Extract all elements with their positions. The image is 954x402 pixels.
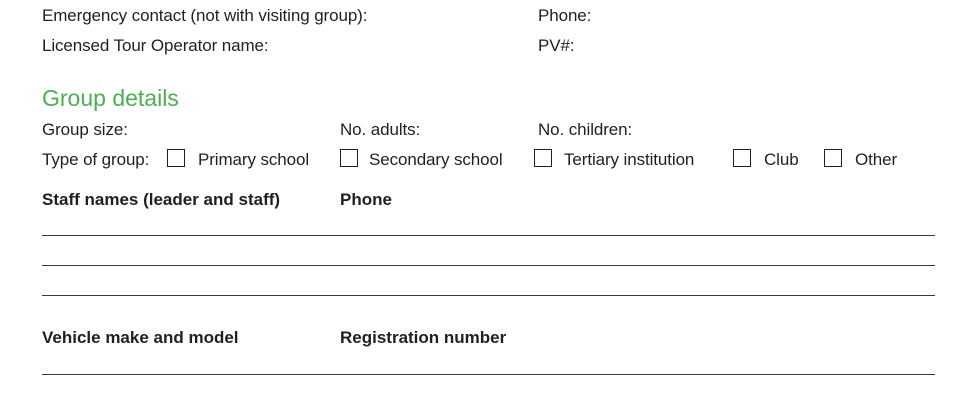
vehicle-entry-line[interactable]	[42, 374, 935, 375]
group-size-label: Group size:	[42, 120, 128, 139]
secondary-school-label: Secondary school	[369, 150, 503, 169]
emergency-contact-label: Emergency contact (not with visiting group):	[42, 6, 368, 25]
staff-entry-line[interactable]	[42, 235, 935, 236]
tour-operator-label: Licensed Tour Operator name:	[42, 36, 269, 55]
staff-entry-line[interactable]	[42, 265, 935, 266]
vehicle-make-model-header: Vehicle make and model	[42, 328, 239, 347]
tertiary-institution-checkbox[interactable]	[534, 149, 552, 167]
staff-entry-line[interactable]	[42, 295, 935, 296]
club-label: Club	[764, 150, 799, 169]
staff-phone-header: Phone	[340, 190, 392, 209]
other-checkbox[interactable]	[824, 149, 842, 167]
tertiary-institution-label: Tertiary institution	[564, 150, 695, 169]
registration-number-header: Registration number	[340, 328, 507, 347]
no-children-label: No. children:	[538, 120, 633, 139]
club-checkbox[interactable]	[733, 149, 751, 167]
secondary-school-checkbox[interactable]	[340, 149, 358, 167]
pv-number-label: PV#:	[538, 36, 575, 55]
type-of-group-label: Type of group:	[42, 150, 150, 169]
primary-school-checkbox[interactable]	[167, 149, 185, 167]
phone-label: Phone:	[538, 6, 592, 25]
no-adults-label: No. adults:	[340, 120, 421, 139]
group-details-heading: Group details	[42, 85, 179, 111]
primary-school-label: Primary school	[198, 150, 310, 169]
other-label: Other	[855, 150, 898, 169]
staff-names-header: Staff names (leader and staff)	[42, 190, 281, 209]
